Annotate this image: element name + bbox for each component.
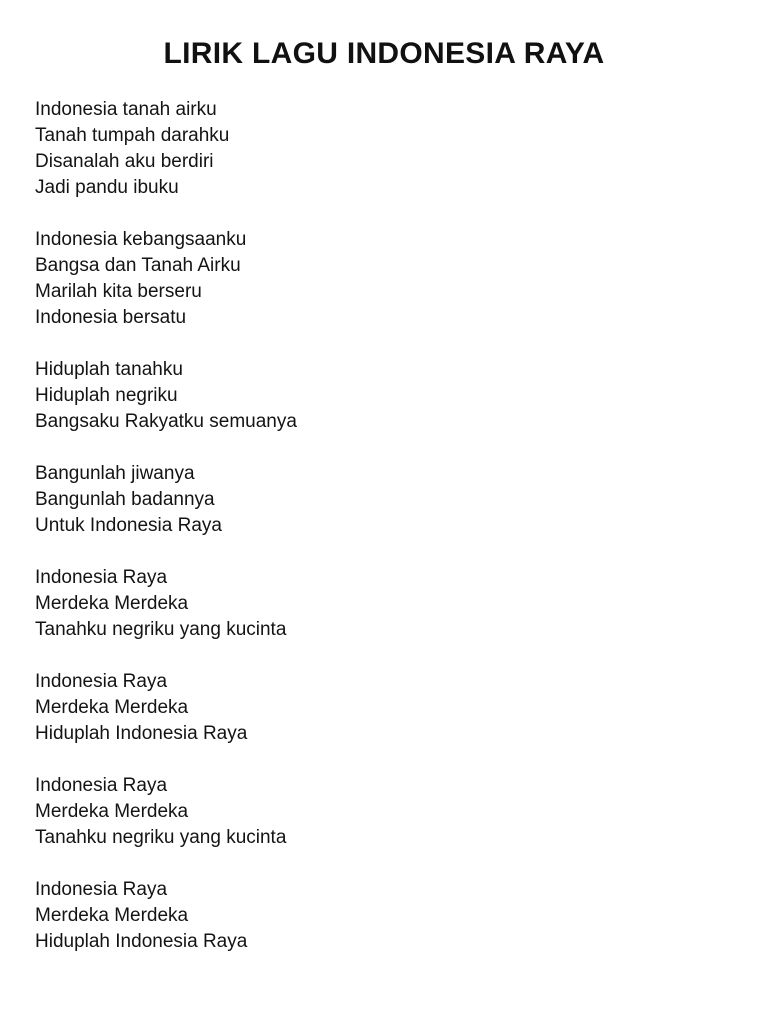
stanza-5 <box>35 565 735 643</box>
stanza-1 <box>35 97 735 201</box>
stanza-7 <box>35 773 735 851</box>
stanza-3 <box>35 357 735 435</box>
lyric-line: Bangunlah badannya <box>35 489 215 510</box>
document-title: LIRIK LAGU INDONESIA RAYA <box>163 37 605 70</box>
lyric-line: Merdeka Merdeka <box>35 801 189 822</box>
stanza-2 <box>35 227 735 331</box>
lyric-line: Disanalah aku berdiri <box>35 151 214 172</box>
lyric-line: Marilah kita berseru <box>35 281 202 302</box>
lyric-line: Tanahku negriku yang kucinta <box>35 619 287 640</box>
lyric-line: Indonesia tanah airku <box>35 99 217 120</box>
lyric-line: Indonesia kebangsaanku <box>35 229 247 250</box>
lyric-line: Bangunlah jiwanya <box>35 463 195 484</box>
lyric-line: Indonesia Raya <box>35 879 168 900</box>
lyric-line: Merdeka Merdeka <box>35 697 189 718</box>
lyric-line: Tanahku negriku yang kucinta <box>35 827 287 848</box>
lyric-line: Tanah tumpah darahku <box>35 125 230 146</box>
lyric-line: Indonesia Raya <box>35 671 168 692</box>
lyric-line: Hiduplah Indonesia Raya <box>35 723 248 744</box>
lyric-line: Hiduplah tanahku <box>35 359 183 380</box>
lyric-line: Hiduplah negriku <box>35 385 178 406</box>
stanza-4 <box>35 461 735 539</box>
lyric-line: Indonesia bersatu <box>35 307 187 328</box>
lyrics-body <box>35 97 735 981</box>
lyric-line: Merdeka Merdeka <box>35 905 189 926</box>
lyric-line: Indonesia Raya <box>35 775 168 796</box>
stanza-8 <box>35 877 735 955</box>
lyric-line: Jadi pandu ibuku <box>35 177 179 198</box>
lyric-line: Untuk Indonesia Raya <box>35 515 222 536</box>
lyric-line: Indonesia Raya <box>35 567 168 588</box>
lyric-line: Bangsa dan Tanah Airku <box>35 255 241 276</box>
lyric-line: Hiduplah Indonesia Raya <box>35 931 248 952</box>
stanza-6 <box>35 669 735 747</box>
lyric-line: Merdeka Merdeka <box>35 593 189 614</box>
lyric-line: Bangsaku Rakyatku semuanya <box>35 411 297 432</box>
